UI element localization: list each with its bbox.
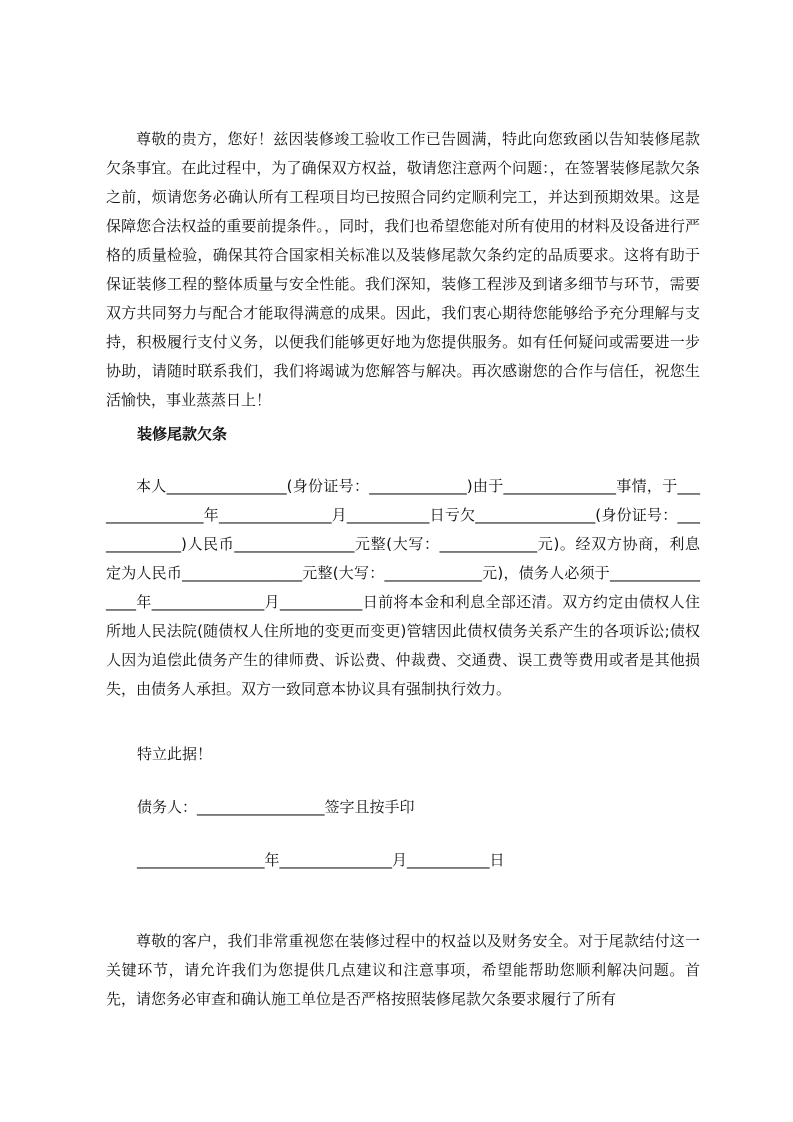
iou-paragraph: 本人________________(身份证号：_____________)由于_______________事情，于________________年_______________月___________日亏欠________________(身份证号：_____________)人民币________________元整(大写：_____________元)。经双方协商，利息定为人民币________________元整(大写：_____________元)，债务人必须于________________年_______________月___________日前将本金和利息全部还清。双方约定由债权人住所地人民法院(随债权人住所地的变更而变更)管辖因此债权债务关系产生的各项诉讼;债权人因为追偿此债务产生的律师费、诉讼费、仲裁费、交通费、误工费等费用或者是其他损失，由债务人承担。双方一致同意本协议具有强制执行效力。 [106, 477, 700, 698]
debtor-signature-line: 债务人：_________________签字且按手印 [137, 798, 415, 816]
letter-paragraph: 尊敬的贵方，您好！兹因装修竣工验收工作已告圆满，特此向您致函以告知装修尾款欠条事宜。在此过程中，为了确保双方权益，敬请您注意两个问题：，在签署装修尾款欠条之前，烦请您务必确认所有工程项目均已按照合同约定顺利完工，并达到预期效果。这是保障您合法权益的重要前提条件。，同时，我们也希望您能对所有使用的材料及设备进行严格的质量检验，确保其符合国家相关标准以及装修尾款欠条约定的品质要求。这将有助于保证装修工程的整体质量与安全性能。我们深知，装修工程涉及到诸多细节与环节，需要双方共同努力与配合才能取得满意的成果。因此，我们衷心期待您能够给予充分理解与支持，积极履行支付义务，以便我们能够更好地为您提供服务。如有任何疑问或需要进一步协助，请随时联系我们，我们将竭诚为您解答与解决。再次感谢您的合作与信任，祝您生活愉快，事业蒸蒸日上！ [106, 130, 700, 409]
iou-closing: 特立此据！ [137, 745, 213, 763]
date-line: _________________年_______________月___________日 [137, 851, 505, 869]
iou-title: 装修尾款欠条 [137, 425, 228, 443]
advice-paragraph: 尊敬的客户，我们非常重视您在装修过程中的权益以及财务安全。对于尾款结付这一关键环节，请允许我们为您提供几点建议和注意事项，希望能帮助您顺利解决问题。首先，请您务必审查和确认施工单位是否严格按照装修尾款欠条要求履行了所有 [106, 932, 700, 1008]
